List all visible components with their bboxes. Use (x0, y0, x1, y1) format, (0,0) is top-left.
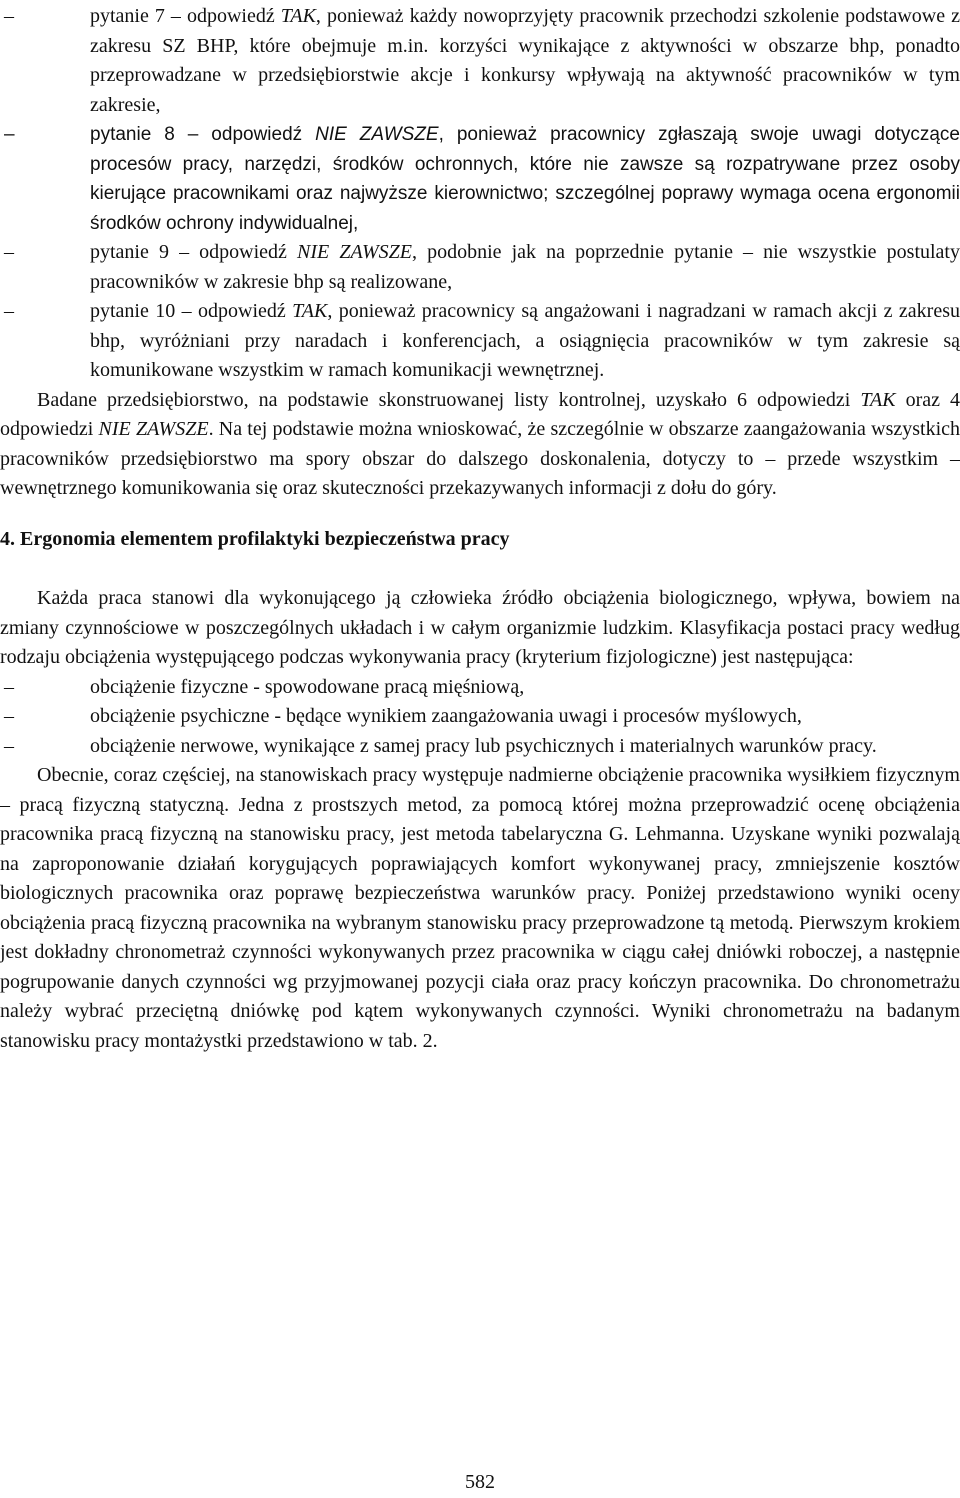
list-item: – pytanie 10 – odpowiedź TAK, ponieważ pracownicy są angażowani i nagradzani w ramach akcji z zakresu bhp, wyróżniani przy naradach i konferencjach, a osiągnięcia pracowników w tym zakresie są komunikowane wszystkim w ramach komunikacji wewnętrznej. (0, 297, 960, 386)
list-item: – obciążenie nerwowe, wynikające z samej pracy lub psychicznych i materialnych warunków pracy. (0, 732, 960, 762)
list-dash: – (4, 241, 14, 263)
section-heading: 4. Ergonomia elementem profilaktyki bezpieczeństwa pracy (0, 527, 510, 550)
list-dash: – (4, 5, 14, 27)
method-paragraph: Obecnie, coraz częściej, na stanowiskach pracy występuje nadmierne obciążenie pracownika wysiłkiem fizycznym – pracą fizyczną statyczną. Jedna z prostszych metod, za pomocą której można przeprowadzić ocenę obciążenia pracownika pracą fizyczną na stanowisku pracy, jest metoda tabelaryczna G. Lehmanna. Uzyskane wyniki pozwalają na zaproponowanie działań korygujących poprawiających komfort wykonywanej pracy, zmniejszenie kosztów biologicznych pracownika oraz poprawę bezpieczeństwa warunków pracy. Poniżej przedstawiono wyniki oceny obciążenia pracą fizyczną pracownika na wybranym stanowisku pracy przeprowadzone tą metodą. Pierwszym krokiem jest dokładny chronometraż czynności wykonywanych przez pracownika w ciągu całej dniówki roboczej, a następnie pogrupowanie danych czynności wg przyjmowanej pozycji ciała oraz pracy kończyn pracownika. Do chronometrażu należy wybrać przeciętną dniówkę pod kątem wykonywanych czynności. Wyniki chronometrażu na badanym stanowisku pracy montażystki przedstawiono w tab. 2. (0, 764, 960, 1052)
list-item: – pytanie 8 – odpowiedź NIE ZAWSZE, ponieważ pracownicy zgłaszają swoje uwagi dotyczące procesów pracy, narzędzi, środków ochronnych, które nie zawsze są rozpatrywane przez osoby kierujące pracownikami oraz najwyższe kierownictwo; szczególnej poprawy wymaga ocena ergonomii środków ochrony indywidualnej, (0, 120, 960, 238)
list-item: – obciążenie psychiczne - będące wynikiem zaangażowania uwagi i procesów myślowych, (0, 702, 960, 732)
list-dash: – (4, 124, 15, 145)
page-number: 582 (465, 1471, 495, 1493)
list-item: – pytanie 9 – odpowiedź NIE ZAWSZE, podobnie jak na poprzednie pytanie – nie wszystkie postulaty pracowników w zakresie bhp są realizowane, (0, 238, 960, 297)
list-item: – pytanie 7 – odpowiedź TAK, ponieważ każdy nowoprzyjęty pracownik przechodzi szkolenie podstawowe z zakresu SZ BHP, które obejmuje m.in. korzyści wynikające z aktywności w obszarze bhp, ponadto przeprowadzane w przedsiębiorstwie akcje i konkursy wpływają na aktywność pracowników w tym zakresie, (0, 2, 960, 120)
list-dash: – (4, 705, 14, 727)
intro-paragraph: Każda praca stanowi dla wykonującego ją człowieka źródło obciążenia biologicznego, wpływa, bowiem na zmiany czynnościowe w poszczególnych układach i w całym organizmie ludzkim. Klasyfikacja postaci pracy według rodzaju obciążenia występującego podczas wykonywania pracy (kryterium fizjologiczne) jest następująca: (0, 587, 960, 668)
summary-paragraph: Badane przedsiębiorstwo, na podstawie skonstruowanej listy kontrolnej, uzyskało 6 odpowiedzi TAK oraz 4 odpowiedzi NIE ZAWSZE. Na tej podstawie można wnioskować, że szczególnie w obszarze zaangażowania wszystkich pracowników przedsiębiorstwo ma spory obszar do dalszego doskonalenia, dotyczy to – przede wszystkim – wewnętrznego komunikowania się oraz skuteczności przekazywanych informacji z dołu do góry. (0, 388, 960, 499)
list-dash: – (4, 300, 14, 322)
list-dash: – (4, 675, 14, 698)
list-item: – obciążenie fizyczne - spowodowane pracą mięśniową, (0, 673, 960, 703)
load-types-list (0, 673, 960, 762)
document-page (0, 2, 960, 1056)
list-dash: – (4, 734, 14, 757)
answers-list (0, 2, 960, 386)
